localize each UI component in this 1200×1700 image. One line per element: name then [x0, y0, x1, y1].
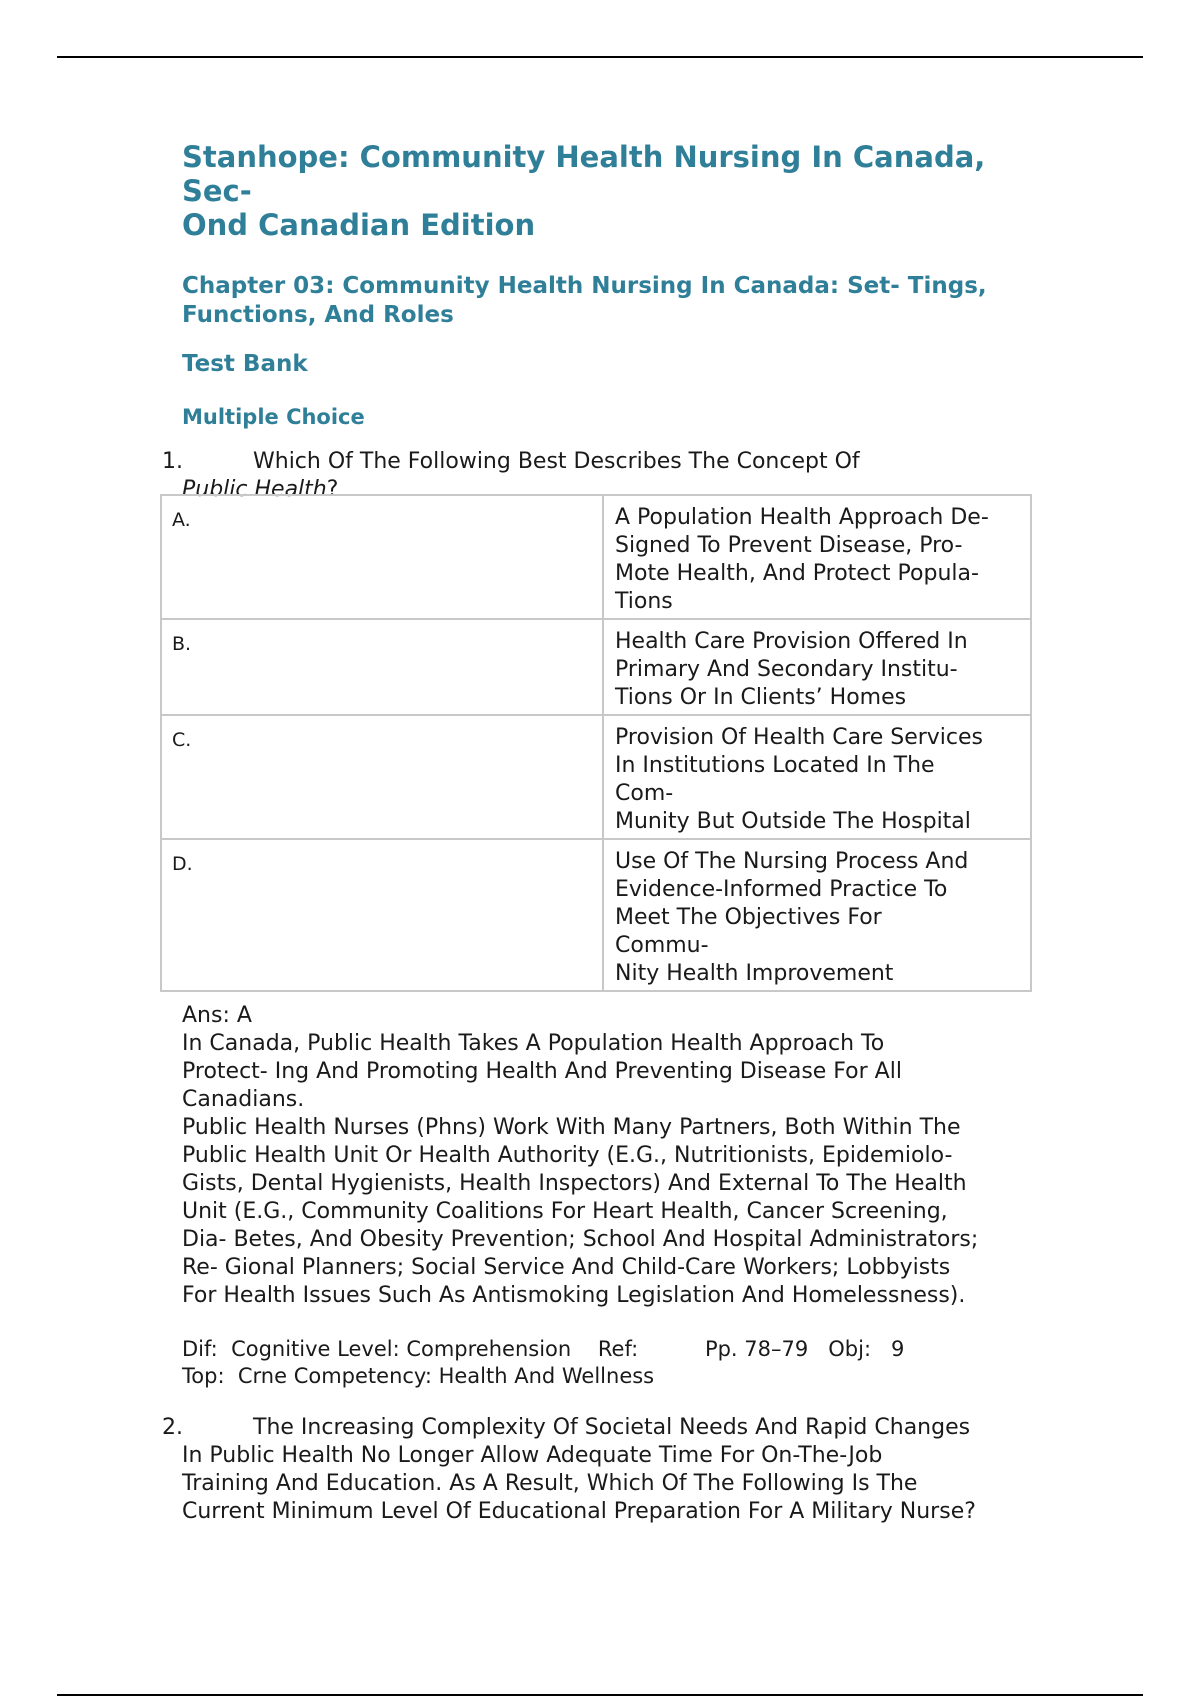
- question-number: 1.: [162, 449, 183, 474]
- option-text: [603, 839, 1031, 991]
- option-text-line: Tions Or In Clients’ Homes: [615, 685, 907, 710]
- book-title-line: Stanhope: Community Health Nursing In Canada, Sec-: [182, 140, 986, 208]
- top-rule: [57, 56, 1143, 58]
- question-term: Public Health: [182, 477, 327, 502]
- question-metadata: [182, 1336, 1062, 1390]
- bottom-rule: [57, 1694, 1143, 1696]
- text-line: In Public Health No Longer Allow Adequate Time For On-The-Job: [182, 1443, 883, 1468]
- text-line: Training And Education. As A Result, Which Of The Following Is The: [182, 1471, 918, 1496]
- metadata-line: Top: Crne Competency: Health And Wellness: [182, 1364, 655, 1388]
- metadata-line: Dif: Cognitive Level: Comprehension Ref: Pp. 78–79 Obj: 9: [182, 1337, 905, 1361]
- text-line: For Health Issues Such As Antismoking Legislation And Homelessness).: [182, 1283, 966, 1308]
- option-text-line: Meet The Objectives For: [615, 905, 882, 930]
- question-end: ?: [326, 477, 339, 502]
- option-text-line: Tions: [615, 589, 673, 614]
- option-row: [161, 619, 1031, 715]
- book-title: [182, 140, 1042, 242]
- option-text: [603, 715, 1031, 839]
- option-letter: D.: [161, 839, 603, 991]
- answer-block: [182, 1002, 1062, 1310]
- option-text-line: Primary And Secondary Institu-: [615, 657, 958, 682]
- section-title: Test Bank: [182, 351, 308, 377]
- question-2: [162, 1414, 1062, 1526]
- text-line: Gists, Dental Hygienists, Health Inspectors) And External To The Health: [182, 1171, 967, 1196]
- option-text-line: In Institutions Located In The: [615, 753, 935, 778]
- option-letter: B.: [161, 619, 603, 715]
- option-text-line: Mote Health, And Protect Popula-: [615, 561, 979, 586]
- chapter-title: [182, 272, 1042, 330]
- text-line: Unit (E.G., Community Coalitions For Heart Health, Cancer Screening,: [182, 1199, 948, 1224]
- text-line: In Canada, Public Health Takes A Population Health Approach To: [182, 1031, 885, 1056]
- rationale-paragraph: [182, 1114, 1062, 1310]
- page-content: [162, 140, 1042, 504]
- text-line: Dia- Betes, And Obesity Prevention; School And Hospital Administrators;: [182, 1227, 979, 1252]
- option-text-line: Munity But Outside The Hospital: [615, 809, 971, 834]
- question-text-line: Which Of The Following Best Describes The Concept Of: [253, 449, 860, 474]
- question-number: 2.: [162, 1415, 183, 1440]
- rationale-paragraph: [182, 1030, 1062, 1114]
- question-text-line: The Increasing Complexity Of Societal Needs And Rapid Changes: [253, 1415, 971, 1440]
- option-letter: A.: [161, 495, 603, 619]
- option-text-line: Nity Health Improvement: [615, 961, 894, 986]
- text-line: Public Health Unit Or Health Authority (E.G., Nutritionists, Epidemiolo-: [182, 1143, 953, 1168]
- option-text-line: Com-: [615, 781, 674, 806]
- option-row: [161, 715, 1031, 839]
- option-letter: C.: [161, 715, 603, 839]
- text-line: Current Minimum Level Of Educational Preparation For A Military Nurse?: [182, 1499, 976, 1524]
- question-text-lines: [182, 1442, 1062, 1526]
- option-text-line: Provision Of Health Care Services: [615, 725, 983, 750]
- option-text-line: Evidence-Informed Practice To: [615, 877, 948, 902]
- option-text-line: Commu-: [615, 933, 709, 958]
- option-text: [603, 619, 1031, 715]
- option-text-line: A Population Health Approach De-: [615, 505, 989, 530]
- text-line: Re- Gional Planners; Social Service And Child-Care Workers; Lobbyists: [182, 1255, 951, 1280]
- text-line: Protect- Ing And Promoting Health And Preventing Disease For All: [182, 1059, 902, 1084]
- book-title-line: Ond Canadian Edition: [182, 208, 536, 242]
- option-text-line: Signed To Prevent Disease, Pro-: [615, 533, 963, 558]
- text-line: Public Health Nurses (Phns) Work With Many Partners, Both Within The: [182, 1115, 961, 1140]
- subsection-title: Multiple Choice: [182, 405, 365, 429]
- chapter-title-line: Functions, And Roles: [182, 302, 454, 328]
- answer-key: Ans: A: [182, 1003, 252, 1028]
- option-text-line: Health Care Provision Offered In: [615, 629, 968, 654]
- text-line: Canadians.: [182, 1087, 305, 1112]
- option-row: [161, 839, 1031, 991]
- option-text-line: Use Of The Nursing Process And: [615, 849, 969, 874]
- chapter-title-line: Chapter 03: Community Health Nursing In Canada: Set- Tings,: [182, 273, 987, 299]
- answer-options-table: [160, 494, 1032, 992]
- option-text: [603, 495, 1031, 619]
- question-2-body: [162, 1414, 1062, 1526]
- option-row: [161, 495, 1031, 619]
